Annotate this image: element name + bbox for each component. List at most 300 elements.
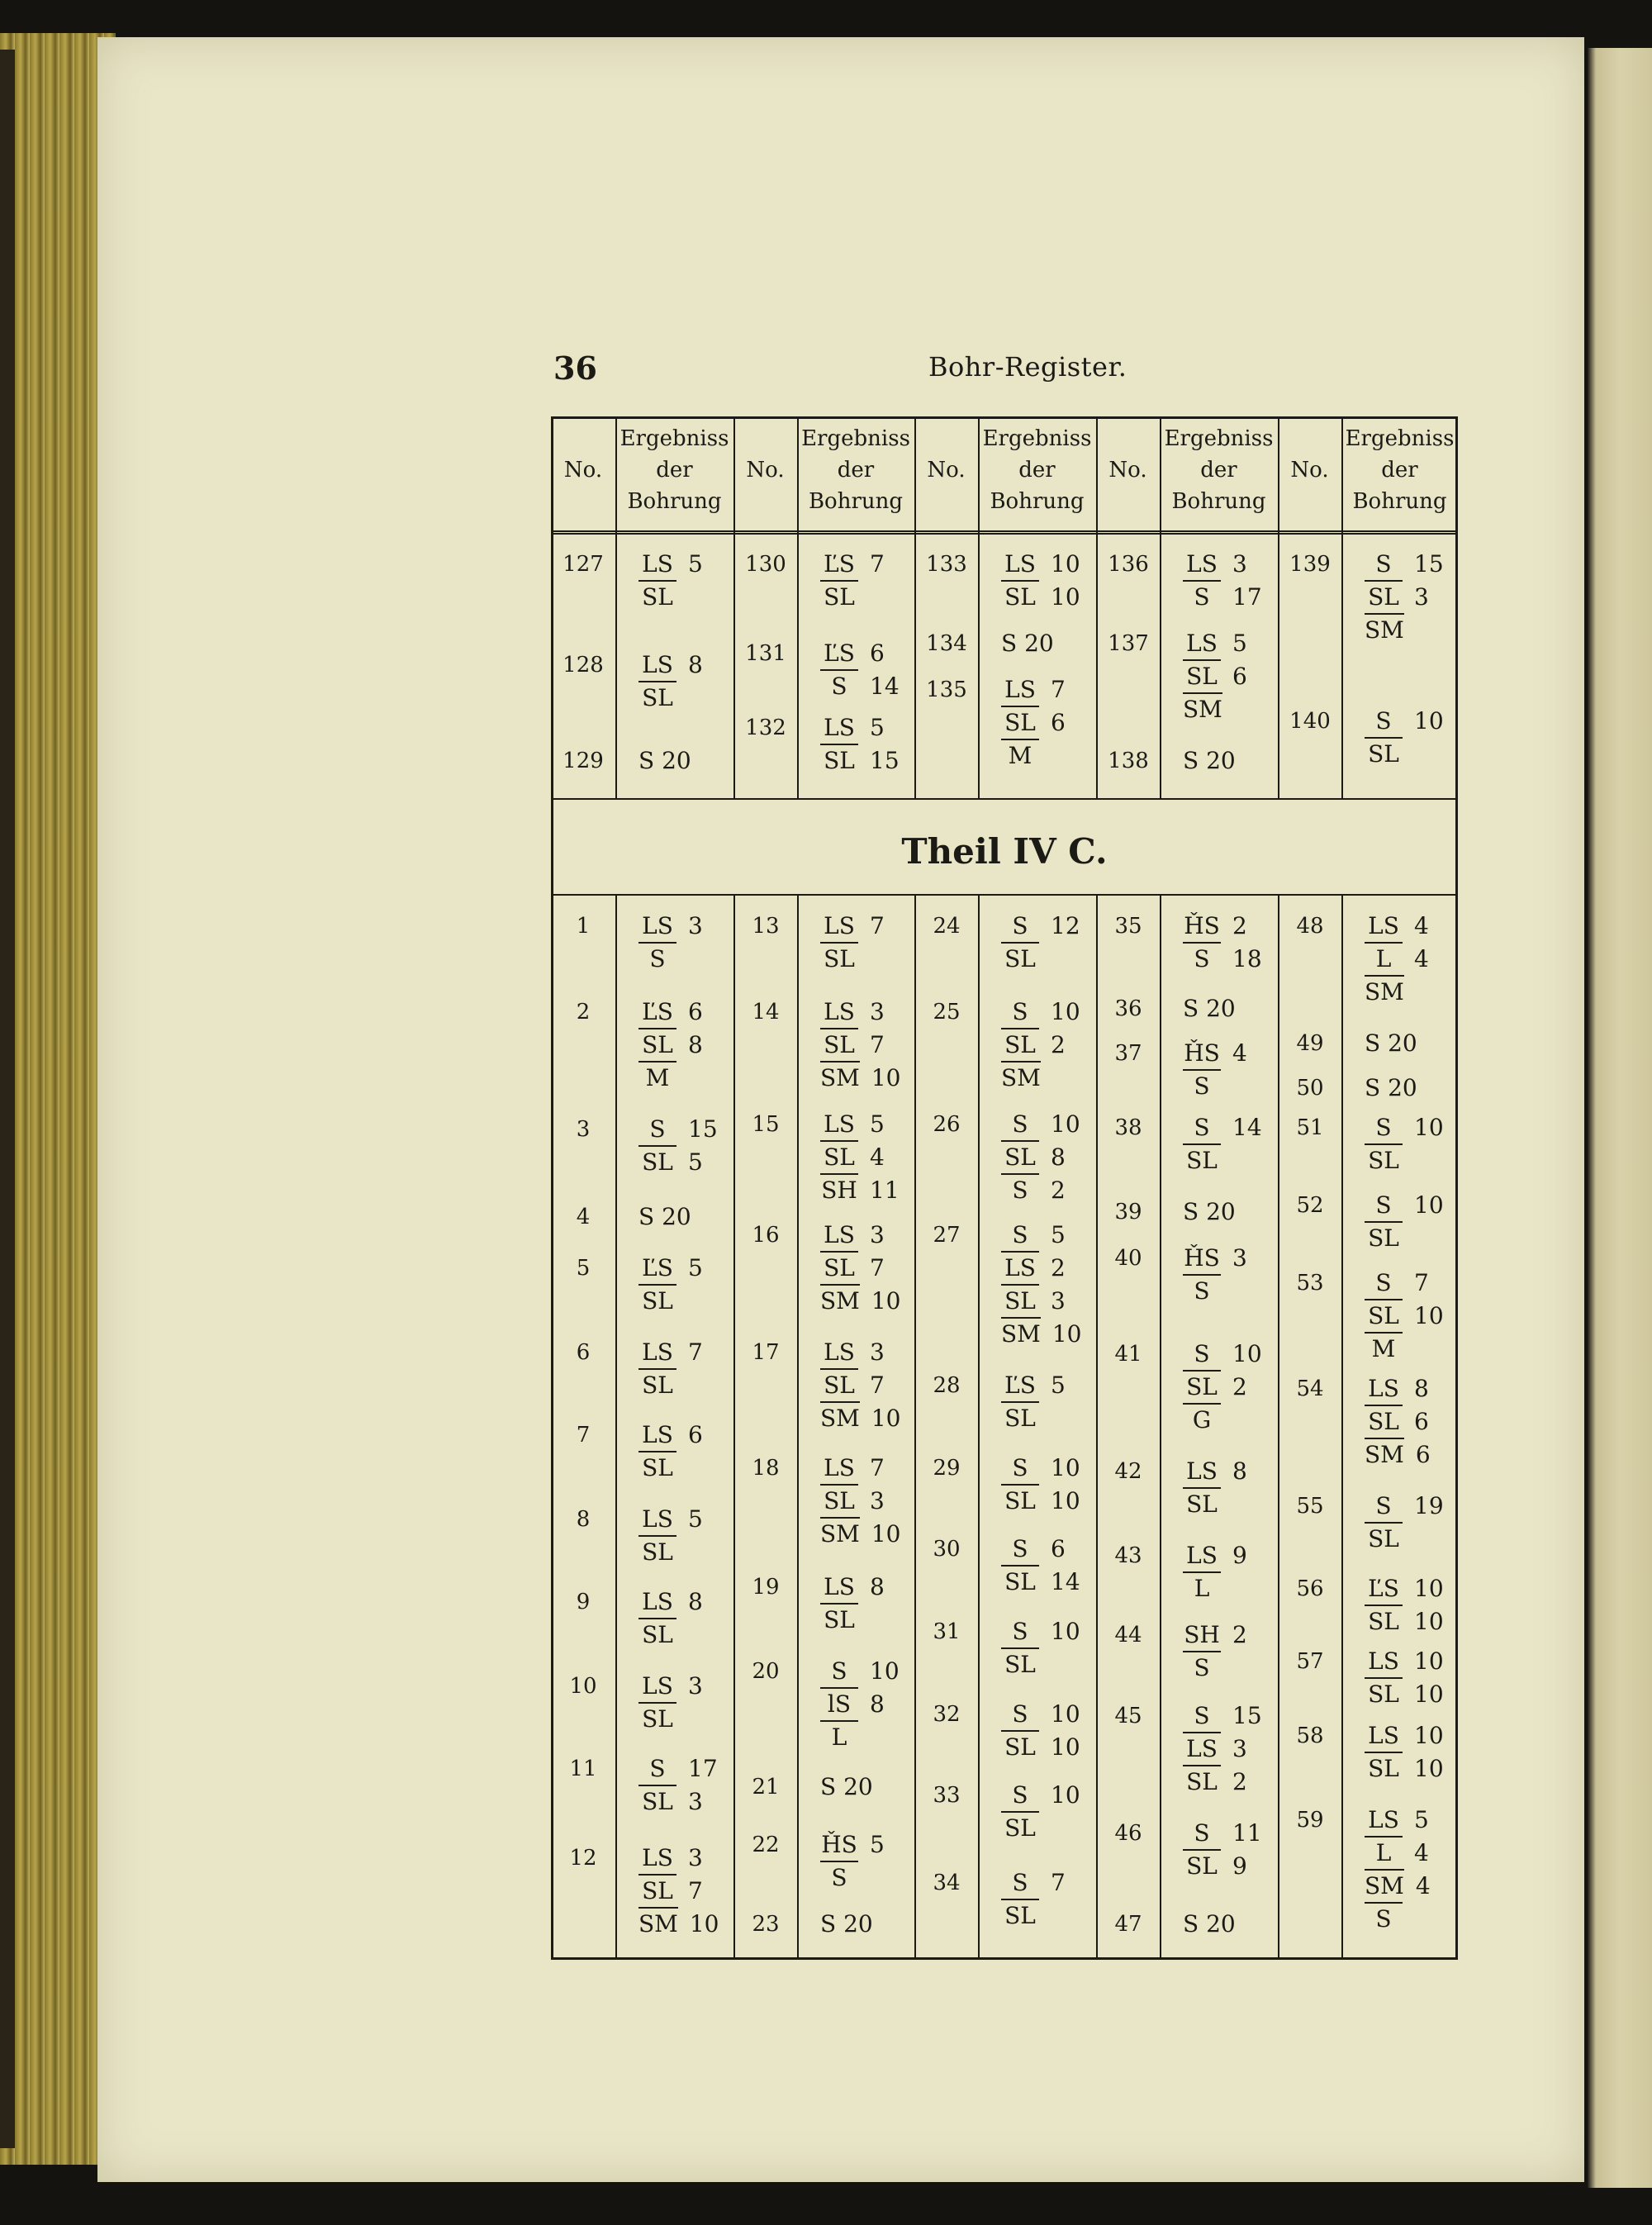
row-number: 40 (1114, 1246, 1142, 1271)
soil-code: SM (1365, 975, 1404, 1008)
soil-depth: 4 (1414, 912, 1429, 939)
soil-depth: 6 (1232, 663, 1247, 690)
section-title-rule-bottom (551, 894, 1458, 896)
result-line (1183, 580, 1262, 613)
soil-depth: 3 (1232, 1244, 1247, 1272)
result-entry (1183, 1112, 1262, 1177)
result-line (1365, 1221, 1444, 1254)
result-line (1183, 1909, 1236, 1940)
soil-code: ȞS (821, 1831, 857, 1858)
result-entry (1001, 674, 1066, 772)
soil-code: S (1365, 1902, 1403, 1935)
soil-depth: 4 (1414, 945, 1429, 972)
result-line (1001, 1484, 1080, 1517)
soil-depth: 10 (1414, 707, 1444, 735)
row-number: 4 (576, 1205, 591, 1229)
result-entry (820, 1452, 901, 1550)
result-line (1001, 739, 1066, 772)
soil-depth: 7 (870, 912, 885, 939)
soil-code: LS (642, 550, 673, 578)
result-line (1183, 1487, 1247, 1520)
soil-depth: 3 (688, 1672, 703, 1700)
row-number: 23 (752, 1912, 780, 1937)
row-number: 128 (563, 653, 604, 677)
header-result-line: Ergebniss (1345, 426, 1455, 451)
row-number: 44 (1114, 1623, 1142, 1647)
result-entry (1001, 549, 1080, 613)
result-line (1365, 910, 1429, 942)
row-number: 16 (752, 1223, 780, 1248)
header-result-line: der (656, 458, 693, 483)
header-no: No. (927, 458, 966, 483)
soil-code: S 20 (1365, 1029, 1417, 1057)
result-line (1001, 942, 1080, 975)
result-line (820, 1861, 885, 1894)
soil-depth: 9 (1232, 1542, 1247, 1569)
row-number: 42 (1114, 1459, 1142, 1484)
header-result-line: Bohrung (1352, 489, 1447, 514)
result-entry (1183, 549, 1262, 613)
soil-depth: 15 (688, 1115, 718, 1143)
soil-code: LS (1368, 1806, 1399, 1833)
soil-code: LS (1186, 630, 1218, 657)
soil-code: S 20 (820, 1773, 873, 1800)
row-number: 31 (933, 1619, 961, 1644)
result-line (1365, 1072, 1417, 1104)
soil-depth: 10 (1414, 1575, 1444, 1602)
result-entry (1183, 1909, 1236, 1940)
result-line (1001, 1061, 1080, 1094)
result-entry (1365, 1573, 1444, 1638)
result-entry (1001, 996, 1080, 1094)
soil-depth: 15 (1232, 1702, 1262, 1729)
row-number: 36 (1114, 996, 1142, 1021)
result-entry (638, 745, 691, 777)
result-line (1183, 1274, 1247, 1307)
result-line (1001, 1251, 1082, 1284)
soil-code: LS (1004, 550, 1036, 578)
soil-code: SL (1365, 1405, 1403, 1438)
result-entry (638, 1504, 703, 1568)
soil-code: S (1001, 1173, 1039, 1206)
soil-depth: 10 (1414, 1681, 1444, 1708)
result-entry (820, 549, 885, 613)
row-number: 55 (1296, 1494, 1324, 1519)
soil-code: SL (1183, 659, 1221, 692)
row-number: 134 (926, 631, 967, 656)
soil-depth: 8 (688, 1588, 703, 1615)
result-line (638, 1061, 703, 1094)
soil-depth: 3 (1232, 1735, 1247, 1762)
result-line (1183, 1112, 1262, 1143)
soil-code: ĽS (824, 550, 855, 578)
soil-code: S (1194, 1114, 1210, 1141)
soil-code: L (1365, 1836, 1403, 1869)
soil-depth: 5 (1414, 1806, 1429, 1833)
soil-depth: 3 (688, 1788, 703, 1815)
result-entry (1183, 1456, 1247, 1520)
result-line (1001, 1452, 1080, 1484)
soil-depth: 6 (1051, 709, 1066, 736)
soil-depth: 2 (1051, 1254, 1066, 1281)
row-number: 47 (1114, 1912, 1142, 1937)
soil-depth: 10 (871, 1520, 901, 1548)
soil-depth: 10 (1414, 1114, 1444, 1141)
soil-depth: 19 (1414, 1492, 1444, 1519)
result-line (1365, 1143, 1444, 1177)
soil-depth: 7 (870, 1254, 885, 1281)
row-number: 29 (933, 1456, 961, 1481)
soil-depth: 10 (1051, 1454, 1080, 1481)
result-line (1001, 1028, 1080, 1061)
result-line (1183, 910, 1262, 942)
soil-code: SL (1001, 1028, 1039, 1061)
result-line (1183, 628, 1247, 659)
result-entry (638, 1201, 691, 1233)
result-line (820, 1109, 900, 1140)
soil-code: LS (642, 651, 673, 678)
result-line (1183, 1038, 1247, 1069)
result-line (1365, 1752, 1444, 1785)
result-line (1001, 580, 1080, 613)
result-line (820, 1909, 873, 1940)
row-number: 39 (1114, 1200, 1142, 1224)
soil-code: S (1183, 1651, 1221, 1684)
soil-depth: 10 (871, 1405, 901, 1432)
running-head: Bohr-Register. (928, 351, 1127, 383)
result-line (1365, 1267, 1444, 1299)
soil-depth: 8 (1232, 1457, 1247, 1485)
result-line (1365, 942, 1429, 975)
soil-code: S (649, 1755, 666, 1782)
soil-code: SM (1001, 1061, 1041, 1094)
soil-code: S (1194, 1819, 1210, 1847)
result-line (1001, 1284, 1082, 1317)
row-number: 130 (745, 552, 786, 577)
soil-depth: 10 (1414, 1302, 1444, 1329)
row-number: 21 (752, 1775, 780, 1799)
soil-code: S 20 (1183, 995, 1236, 1022)
section-title: Theil IV C. (901, 831, 1108, 872)
result-line (638, 1702, 703, 1735)
result-entry (1365, 1112, 1444, 1177)
soil-depth: 4 (1415, 1872, 1431, 1899)
group-separator (914, 894, 916, 1960)
result-line (1365, 1869, 1431, 1902)
soil-code: S (1375, 1269, 1392, 1296)
result-line (1001, 1616, 1080, 1647)
result-line (1183, 1370, 1262, 1403)
no-column-separator (615, 894, 617, 1960)
soil-depth: 10 (1051, 583, 1080, 611)
result-entry (1001, 1533, 1080, 1598)
result-line (820, 1173, 900, 1206)
soil-code: SL (1365, 1677, 1403, 1710)
result-line (638, 1618, 703, 1651)
soil-code: S (638, 942, 676, 975)
group-separator (733, 894, 735, 1960)
group-separator (1096, 894, 1098, 1960)
soil-code: SL (820, 744, 858, 777)
soil-depth: 14 (870, 673, 900, 700)
soil-code: LS (1186, 550, 1218, 578)
soil-code: SL (820, 1028, 858, 1061)
result-line (1183, 1571, 1247, 1605)
soil-code: LS (824, 714, 855, 741)
no-column-separator (797, 894, 799, 1960)
soil-depth: 5 (1051, 1372, 1066, 1399)
soil-depth: 5 (1232, 630, 1247, 657)
soil-code: S (820, 1861, 858, 1894)
soil-code: SL (1001, 1401, 1039, 1434)
result-entry (820, 1219, 901, 1317)
soil-depth: 6 (1414, 1408, 1429, 1435)
result-line (1001, 1370, 1066, 1401)
soil-code: SL (1365, 1221, 1403, 1254)
soil-depth: 14 (1051, 1568, 1080, 1595)
result-line (638, 1201, 691, 1233)
result-entry (638, 1586, 703, 1651)
row-number: 51 (1296, 1115, 1324, 1140)
row-number: 18 (752, 1456, 780, 1481)
soil-depth: 17 (688, 1755, 718, 1782)
result-entry (820, 996, 901, 1094)
soil-depth: 15 (870, 747, 900, 774)
result-line (1183, 1196, 1236, 1228)
soil-depth: 10 (1414, 1608, 1444, 1635)
result-line (1183, 1069, 1247, 1102)
row-number: 37 (1114, 1041, 1142, 1066)
result-line (1183, 549, 1262, 580)
soil-depth: 4 (1232, 1039, 1247, 1067)
soil-depth: 5 (870, 1831, 885, 1858)
soil-code: SL (1001, 1140, 1039, 1173)
result-line (638, 1114, 718, 1145)
result-line (638, 580, 703, 613)
soil-code: SL (638, 1145, 676, 1178)
row-number: 22 (752, 1833, 780, 1857)
row-number: 28 (933, 1373, 961, 1398)
soil-depth: 10 (1051, 1700, 1080, 1728)
soil-code: S (649, 1115, 666, 1143)
soil-depth: 3 (1232, 550, 1247, 578)
soil-code: SM (820, 1284, 860, 1317)
soil-code: LS (642, 1505, 673, 1533)
result-line (1365, 1605, 1444, 1638)
result-entry (820, 1829, 885, 1894)
result-line (638, 1671, 703, 1702)
header-no: No. (563, 458, 603, 483)
result-entry (1183, 1038, 1247, 1102)
row-number: 140 (1289, 709, 1331, 734)
soil-code: SL (1183, 1487, 1221, 1520)
soil-code: S 20 (820, 1910, 873, 1937)
soil-code: SL (1001, 580, 1039, 613)
result-line (1001, 1173, 1080, 1206)
result-line (1183, 1818, 1262, 1849)
result-line (1001, 1565, 1080, 1598)
result-line (820, 580, 885, 613)
row-number: 15 (752, 1112, 780, 1137)
soil-depth: 7 (870, 550, 885, 578)
result-line (1365, 1804, 1431, 1836)
result-line (1001, 1647, 1080, 1681)
soil-code: S 20 (638, 747, 691, 774)
header-result (978, 423, 1096, 517)
row-number: 138 (1108, 749, 1149, 773)
result-line (1001, 996, 1080, 1028)
result-line (1001, 1899, 1066, 1932)
soil-code: LS (1368, 912, 1399, 939)
row-number: 52 (1296, 1193, 1324, 1218)
soil-depth: 10 (871, 1064, 901, 1091)
result-entry (1183, 1818, 1262, 1882)
soil-code: M (1365, 1332, 1403, 1365)
result-line (1183, 1403, 1262, 1436)
soil-code: S (1012, 1110, 1028, 1138)
result-entry (1365, 1072, 1417, 1104)
row-number: 1 (576, 914, 591, 939)
result-entry (638, 1114, 718, 1178)
soil-depth: 3 (870, 1221, 885, 1248)
soil-code: SL (820, 1603, 858, 1636)
result-entry (1183, 910, 1262, 975)
book-cover-edge (0, 50, 15, 2148)
result-line (820, 996, 901, 1028)
result-line (1001, 1140, 1080, 1173)
row-number: 5 (576, 1256, 591, 1281)
row-number: 2 (576, 1000, 591, 1025)
soil-code: SL (1001, 1284, 1039, 1317)
soil-depth: 7 (870, 1372, 885, 1399)
soil-depth: 2 (1051, 1177, 1066, 1204)
soil-depth: 6 (870, 639, 885, 667)
soil-depth: 2 (1232, 912, 1247, 939)
soil-code: LS (1183, 1732, 1221, 1765)
row-number: 127 (563, 552, 604, 577)
row-number: 24 (933, 914, 961, 939)
result-line (1183, 659, 1247, 692)
header-result (1160, 423, 1278, 517)
result-entry (820, 638, 900, 702)
result-entry (1183, 745, 1236, 777)
result-line (820, 1656, 900, 1687)
result-line (1001, 706, 1066, 739)
result-line (820, 1337, 901, 1368)
header-result (615, 423, 733, 517)
result-entry (1183, 993, 1236, 1025)
soil-depth: 7 (1051, 676, 1066, 703)
result-line (1001, 1867, 1066, 1899)
result-line (638, 942, 703, 975)
soil-code: LS (642, 1588, 673, 1615)
result-entry (820, 910, 885, 975)
soil-code: S (1012, 1700, 1028, 1728)
header-result (797, 423, 914, 517)
soil-depth: 5 (688, 550, 703, 578)
bohr-register-table (551, 416, 1458, 1960)
result-line (1365, 1522, 1444, 1555)
result-entry (820, 1909, 873, 1940)
soil-code: ȞS (1184, 1039, 1220, 1067)
result-entry (1365, 549, 1444, 646)
result-line (1365, 1405, 1431, 1438)
soil-depth: 7 (1414, 1269, 1429, 1296)
result-line (1183, 1732, 1262, 1765)
result-entry (1365, 1373, 1431, 1471)
result-line (1001, 1533, 1080, 1565)
soil-code: LS (1001, 1251, 1039, 1284)
soil-depth: 3 (870, 998, 885, 1025)
soil-depth: 9 (1232, 1852, 1247, 1880)
header-result-line: der (1018, 458, 1056, 483)
soil-depth: 5 (1051, 1221, 1066, 1248)
result-line (638, 1753, 718, 1785)
soil-code: SL (638, 1702, 676, 1735)
soil-code: LS (1186, 1457, 1218, 1485)
header-result-line: Ergebniss (982, 426, 1092, 451)
soil-code: SL (820, 942, 858, 975)
soil-depth: 8 (688, 1031, 703, 1058)
result-entry (1001, 1867, 1066, 1932)
soil-code: SM (820, 1401, 860, 1434)
soil-code: S 20 (1183, 1910, 1236, 1937)
soil-depth: 6 (688, 998, 703, 1025)
result-entry (1001, 1780, 1080, 1844)
result-line (820, 638, 900, 669)
row-number: 8 (576, 1507, 591, 1532)
header-no: No. (746, 458, 785, 483)
soil-code: SL (1365, 1522, 1403, 1555)
result-line (1183, 1338, 1262, 1370)
soil-code: SL (1365, 737, 1403, 770)
soil-depth: 8 (870, 1690, 885, 1718)
result-entry (820, 1337, 901, 1434)
soil-code: LS (642, 1421, 673, 1448)
result-line (638, 1145, 718, 1178)
soil-code: G (1183, 1403, 1221, 1436)
soil-depth: 11 (1232, 1819, 1262, 1847)
header-no: No. (1290, 458, 1329, 483)
soil-code: ĽS (642, 1254, 673, 1281)
soil-depth: 12 (1051, 912, 1080, 939)
result-line (1183, 993, 1236, 1025)
result-line (820, 669, 900, 702)
result-entry (1183, 628, 1247, 725)
soil-code: LS (824, 1454, 855, 1481)
result-entry (1183, 1243, 1247, 1307)
soil-code: ȞS (1184, 912, 1220, 939)
soil-depth: 8 (688, 651, 703, 678)
result-line (1365, 1438, 1431, 1471)
soil-code: S 20 (1365, 1074, 1417, 1101)
result-line (1001, 1699, 1080, 1730)
soil-depth: 10 (1232, 1340, 1262, 1367)
soil-code: SL (1365, 1605, 1403, 1638)
soil-code: SH (820, 1173, 858, 1206)
row-number: 38 (1114, 1115, 1142, 1140)
soil-code: SM (820, 1061, 860, 1094)
soil-depth: 2 (1051, 1031, 1066, 1058)
result-line (1183, 1243, 1247, 1274)
result-line (820, 1829, 885, 1861)
result-line (1183, 1651, 1247, 1684)
soil-code: S (1375, 550, 1392, 578)
soil-depth: 10 (871, 1287, 901, 1315)
soil-code: S (1183, 942, 1221, 975)
result-line (1365, 1028, 1417, 1059)
soil-code: S (1012, 1221, 1028, 1248)
